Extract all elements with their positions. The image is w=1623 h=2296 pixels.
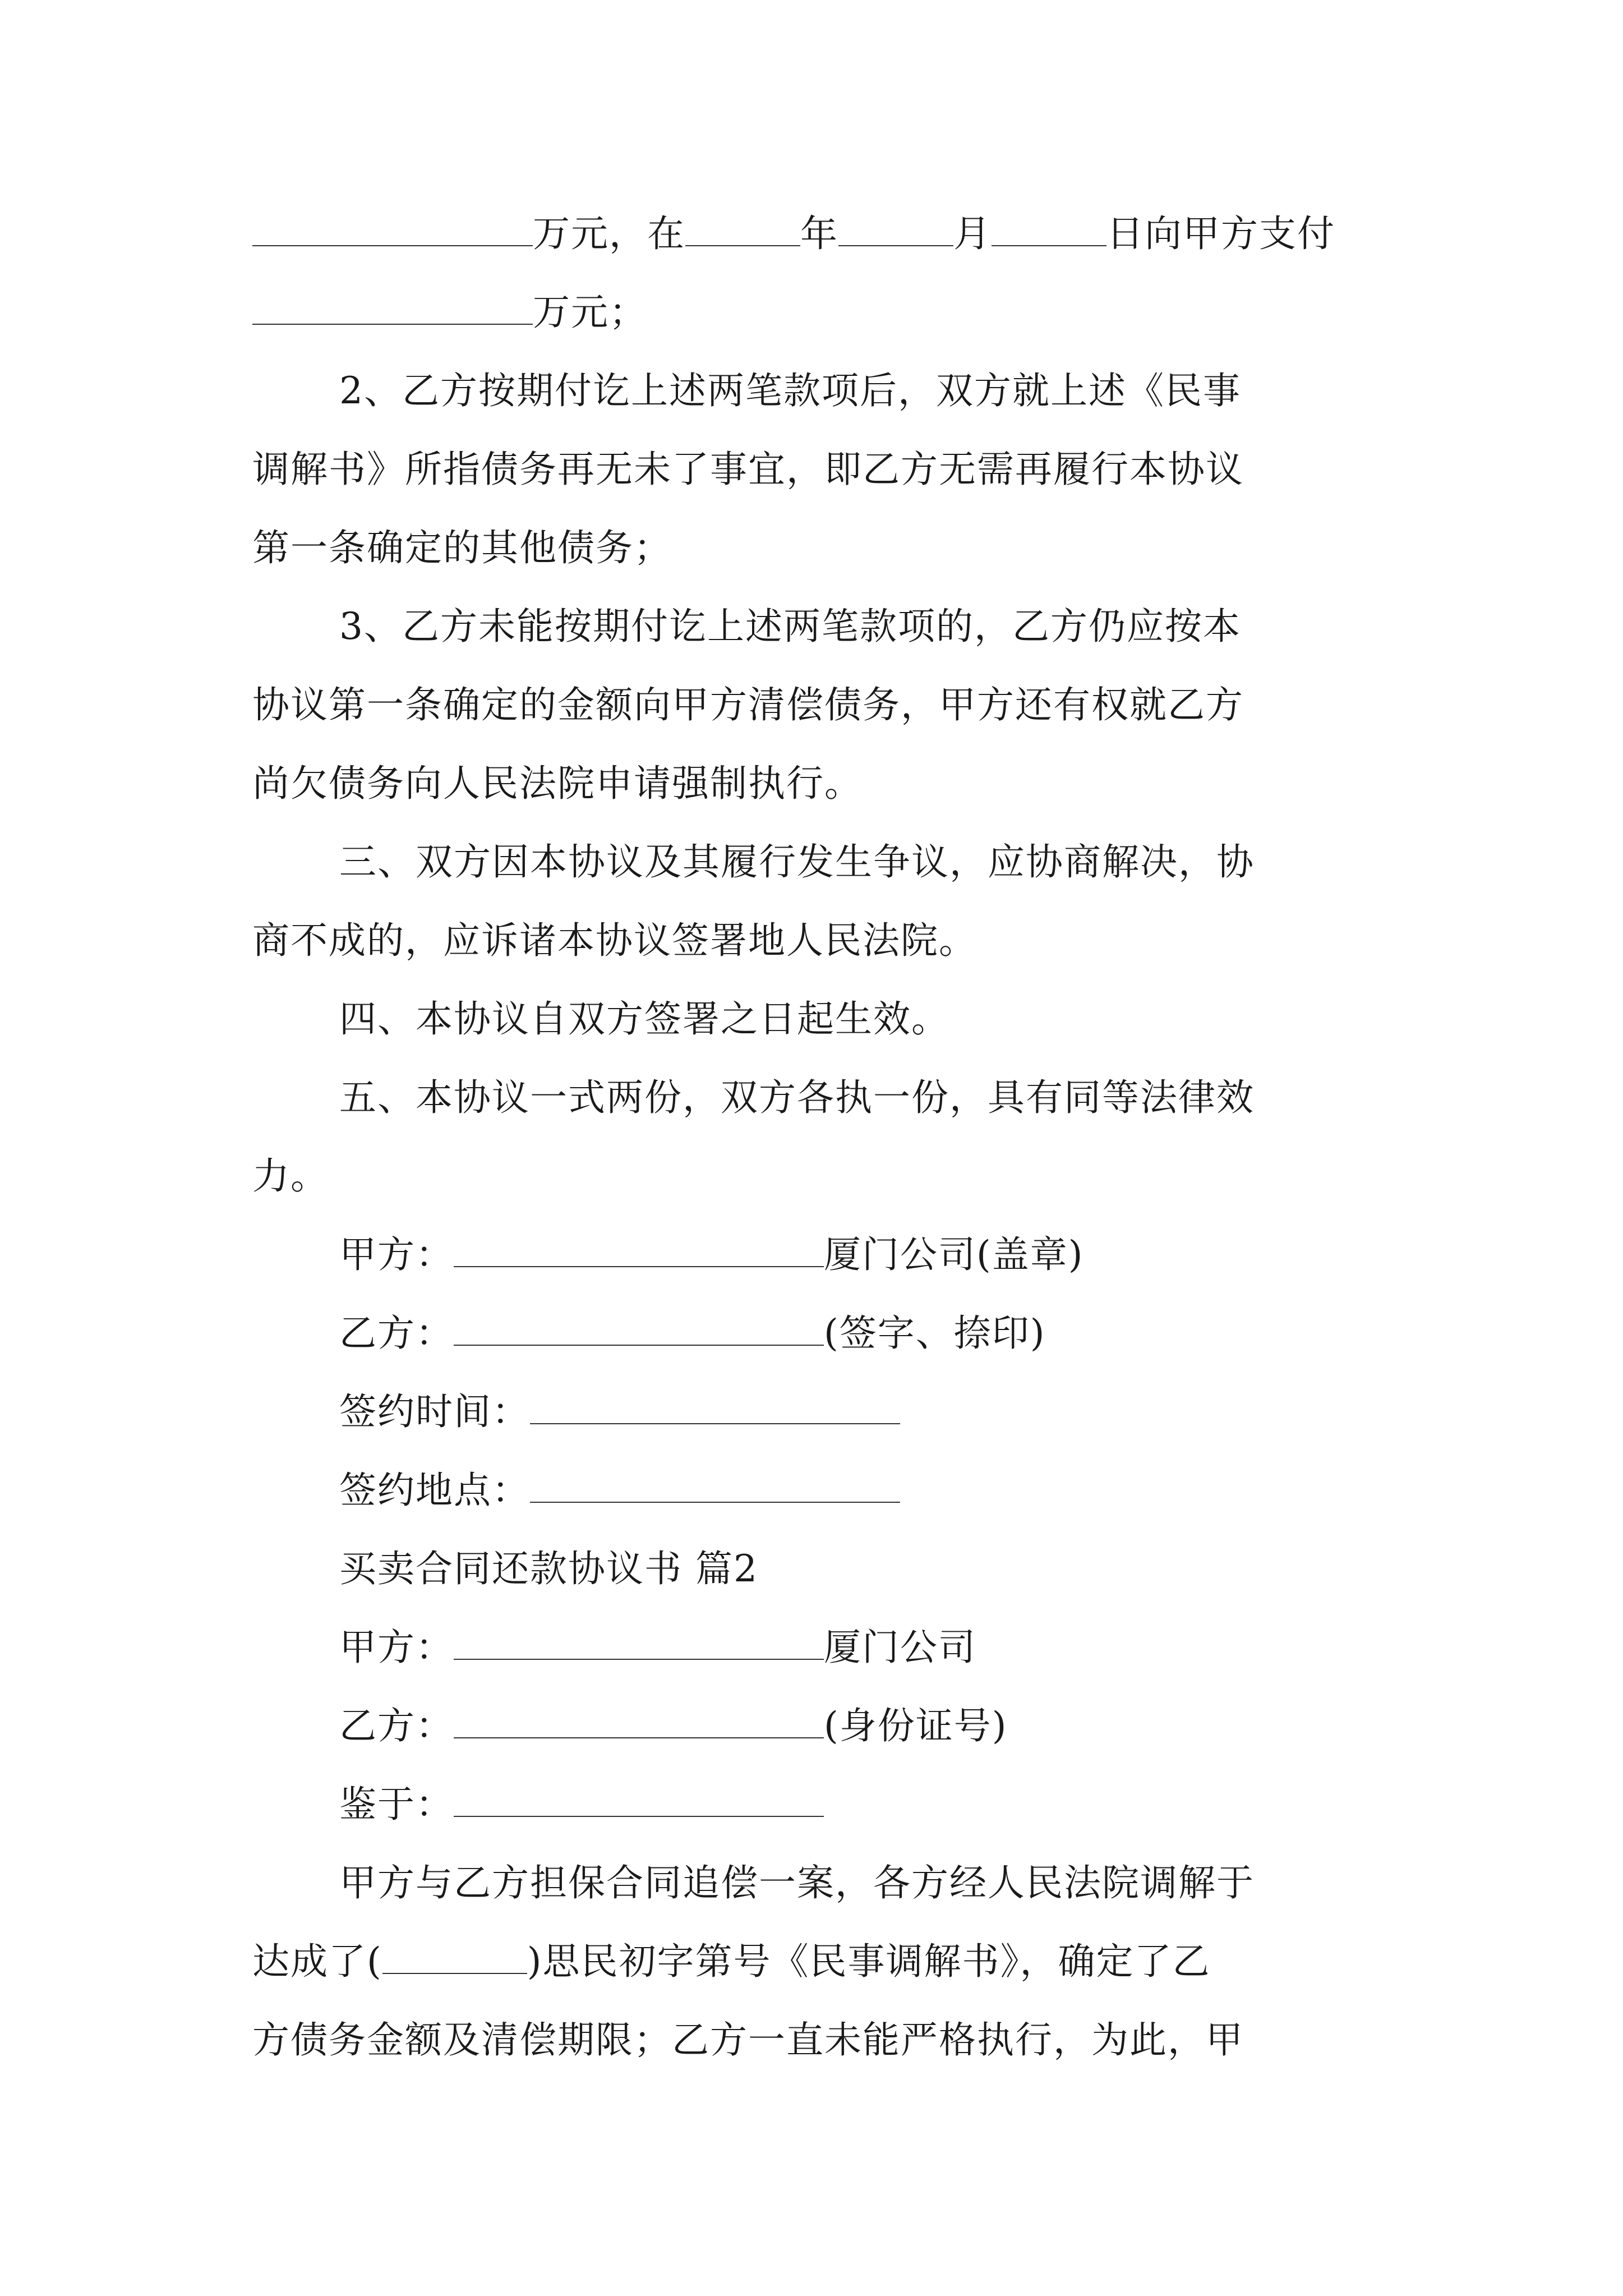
month-blank[interactable] — [838, 210, 953, 246]
amount-blank[interactable] — [252, 210, 533, 246]
party-b-signature — [339, 1308, 1046, 1359]
year-blank[interactable] — [685, 210, 800, 246]
article-3-line-1: 三、双方因本协议及其履行发生争议，应协商解决，协 — [339, 840, 1255, 884]
party-a-blank[interactable] — [454, 1624, 824, 1660]
text: 万元，在 — [533, 212, 685, 255]
article-5-line-1: 五、本协议一式两份，双方各执一份，具有同等法律效 — [339, 1076, 1255, 1119]
party-a-suffix: 厦门公司 — [824, 1626, 976, 1669]
party-a-label: 甲方： — [339, 1233, 454, 1276]
party-a-line — [339, 1622, 976, 1673]
clause-2-line-3: 第一条确定的其他债务； — [252, 526, 672, 569]
sign-place — [339, 1465, 900, 1516]
amount-blank[interactable] — [252, 289, 533, 325]
party-a-suffix: 厦门公司(盖章) — [824, 1233, 1084, 1276]
clause-2-line-2: 调解书》所指债务再无未了事宜，即乙方无需再履行本协议 — [252, 448, 1244, 491]
recital-line-1: 甲方与乙方担保合同追偿一案，各方经人民法院调解于 — [339, 1861, 1255, 1904]
clause-3-line-1: 3、乙方未能按期付讫上述两笔款项的，乙方仍应按本 — [339, 605, 1241, 648]
party-b-suffix: (身份证号) — [824, 1704, 1008, 1747]
text: 年 — [800, 212, 838, 255]
party-b-suffix: (签字、捺印) — [824, 1312, 1046, 1355]
clause-2-line-1: 2、乙方按期付讫上述两笔款项后，双方就上述《民事 — [339, 369, 1241, 412]
party-b-line — [339, 1701, 1008, 1751]
recital-line-3: 方债务金额及清偿期限；乙方一直未能严格执行，为此，甲 — [252, 2018, 1244, 2062]
party-b-label: 乙方： — [339, 1312, 454, 1355]
sign-place-label: 签约地点： — [339, 1469, 530, 1512]
whereas-label: 鉴于： — [339, 1783, 454, 1826]
sign-place-blank[interactable] — [530, 1467, 900, 1503]
text: 月 — [953, 212, 992, 255]
party-b-blank[interactable] — [454, 1310, 824, 1346]
payment-line-2 — [252, 287, 647, 338]
party-b-label: 乙方： — [339, 1704, 454, 1747]
text: 达成了( — [252, 1940, 382, 1983]
payment-line-1 — [252, 209, 1335, 259]
text: )思民初字第号《民事调解书》，确定了乙 — [527, 1940, 1211, 1983]
party-a-blank[interactable] — [454, 1231, 824, 1267]
clause-3-line-3: 尚欠债务向人民法院申请强制执行。 — [252, 762, 863, 805]
sign-date-blank[interactable] — [530, 1388, 900, 1424]
party-b-blank[interactable] — [454, 1703, 824, 1738]
party-a-signature — [339, 1230, 1084, 1280]
article-5-line-2: 力。 — [252, 1154, 329, 1198]
party-a-label: 甲方： — [339, 1626, 454, 1669]
whereas-line — [339, 1779, 824, 1830]
section-title: 买卖合同还款协议书 篇2 — [339, 1547, 758, 1590]
text: 万元； — [533, 291, 647, 334]
article-4: 四、本协议自双方签署之日起生效。 — [339, 997, 949, 1041]
article-3-line-2: 商不成的，应诉诸本协议签署地人民法院。 — [252, 919, 977, 962]
whereas-blank[interactable] — [454, 1781, 824, 1817]
clause-3-line-2: 协议第一条确定的金额向甲方清偿债务，甲方还有权就乙方 — [252, 683, 1244, 726]
recital-line-2 — [252, 1936, 1211, 1987]
sign-date-label: 签约时间： — [339, 1390, 530, 1433]
text: 日向甲方支付 — [1106, 212, 1335, 255]
sign-date — [339, 1387, 900, 1437]
case-number-blank[interactable] — [382, 1938, 527, 1974]
day-blank[interactable] — [992, 210, 1106, 246]
